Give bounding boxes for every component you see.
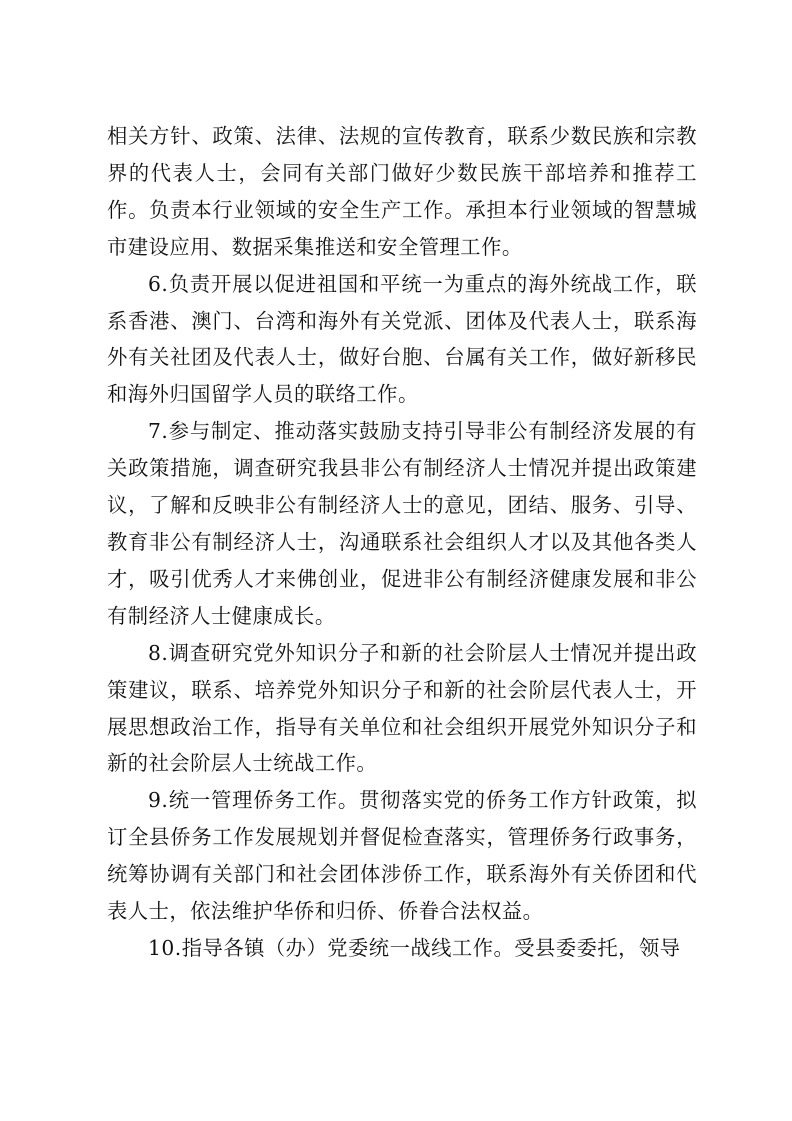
paragraph-item-10: 10.指导各镇（办）党委统一战线工作。受县委委托，领导 [148,935,681,960]
paragraph-continuation: 相关方针、政策、法律、法规的宣传教育，联系少数民族和宗教界的代表人士，会同有关部门做好少数民族干部培养和推荐工作。负责本行业领域的安全生产工作。承担本行业领域的智慧城市建设应用、数据采集推送和安全管理工作。 [107,124,697,259]
paragraph-item-9: 9.统一管理侨务工作。贯彻落实党的侨务工作方针政策，拟订全县侨务工作发展规划并督促检查落实，管理侨务行政事务，统筹协调有关部门和社会团体涉侨工作，联系海外有关侨团和代表人士，依法维护华侨和归侨、侨眷合法权益。 [107,788,697,924]
paragraph-item-6: 6.负责开展以促进祖国和平统一为重点的海外统战工作，联系香港、澳门、台湾和海外有关党派、团体及代表人士，联系海外有关社团及代表人士，做好台胞、台属有关工作，做好新移民和海外归国留学人员的联络工作。 [107,271,697,407]
document-body [107,118,697,967]
paragraph-item-8: 8.调查研究党外知识分子和新的社会阶层人士情况并提出政策建议，联系、培养党外知识分子和新的社会阶层代表人士，开展思想政治工作，指导有关单位和社会组织开展党外知识分子和新的社会阶层人士统战工作。 [107,640,697,776]
paragraph-item-7: 7.参与制定、推动落实鼓励支持引导非公有制经济发展的有关政策措施，调查研究我县非公有制经济人士情况并提出政策建议，了解和反映非公有制经济人士的意见，团结、服务、引导、教育非公有制经济人士，沟通联系社会组织人才以及其他各类人才，吸引优秀人才来佛创业，促进非公有制经济健康发展和非公有制经济人士健康成长。 [107,419,697,628]
